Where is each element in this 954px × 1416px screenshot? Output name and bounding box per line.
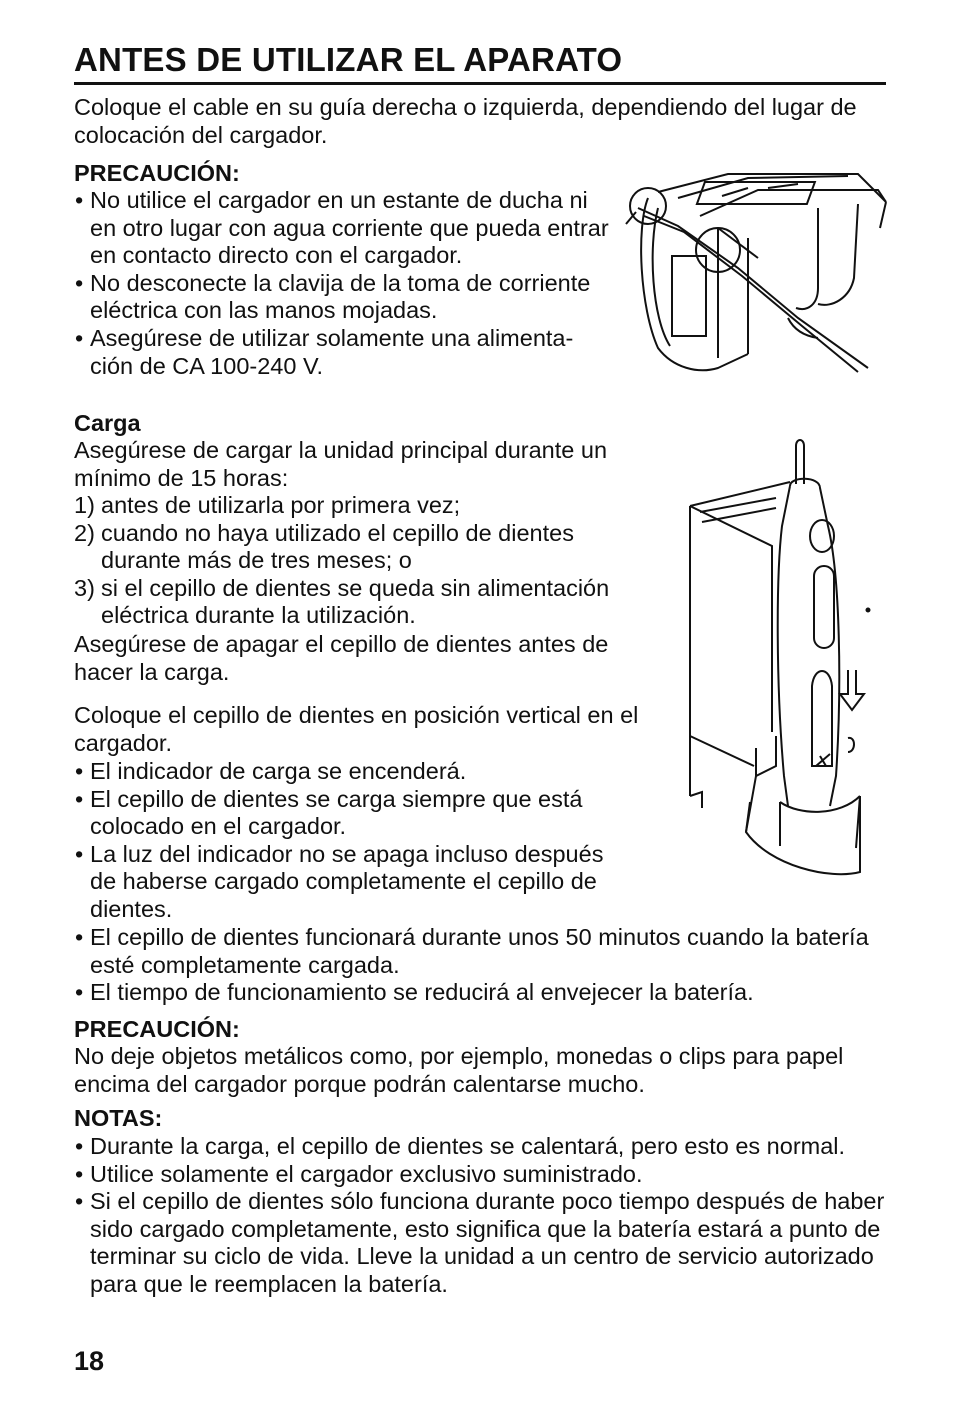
charging-place-note: Coloque el cepillo de dientes en posición vertical en el cargador. bbox=[74, 702, 639, 756]
charger-cable-guide-illustration bbox=[618, 168, 890, 376]
step-number: 3) bbox=[74, 574, 95, 601]
list-item: • Utilice solamente el cargador exclusivo suministrado. bbox=[74, 1161, 894, 1189]
precaution-list-1 bbox=[74, 187, 614, 380]
notes-list bbox=[74, 1133, 894, 1299]
list-item: • El tiempo de funcionamiento se reducirá al envejecer la batería. bbox=[74, 979, 894, 1007]
step-number: 1) bbox=[74, 492, 95, 518]
list-item: • Asegúrese de utilizar solamente una alimenta-ción de CA 100-240 V. bbox=[74, 325, 614, 380]
list-item: • No utilice el cargador en un estante de ducha ni en otro lugar con agua corriente que pueda entrar en contacto directo con el cargador. bbox=[74, 187, 614, 270]
list-item: • El cepillo de dientes funcionará durante unos 50 minutos cuando la batería esté completamente cargada. bbox=[74, 924, 894, 979]
list-item bbox=[74, 520, 644, 575]
charging-off-note: Asegúrese de apagar el cepillo de dientes antes de hacer la carga. bbox=[74, 631, 609, 685]
list-item: • El cepillo de dientes se carga siempre que está colocado en el cargador. bbox=[74, 786, 634, 841]
list-item: • Si el cepillo de dientes sólo funciona durante poco tiempo después de haber sido cargado completamente, esto significa que la batería estará a punto de terminar su ciclo de vida. Lleve la unidad a un centro de servicio autorizado para que le reemplacen la batería. bbox=[74, 1188, 894, 1298]
precaution-heading-1: PRECAUCIÓN: bbox=[74, 160, 240, 186]
list-item: • La luz del indicador no se apaga incluso después de haberse cargado completamente el cepillo de dientes. bbox=[74, 841, 634, 924]
list-item bbox=[74, 492, 644, 520]
list-item: • No desconecte la clavija de la toma de corriente eléctrica con las manos mojadas. bbox=[74, 270, 614, 325]
step-number: 2) bbox=[74, 519, 95, 546]
notes-heading: NOTAS: bbox=[74, 1105, 163, 1131]
list-item: • El indicador de carga se encenderá. bbox=[74, 758, 634, 786]
list-item: • Durante la carga, el cepillo de dientes se calentará, pero esto es normal. bbox=[74, 1133, 894, 1161]
page-number: 18 bbox=[74, 1346, 105, 1376]
page-title: ANTES DE UTILIZAR EL APARATO bbox=[74, 40, 886, 85]
step-text: antes de utilizarla por primera vez; bbox=[101, 492, 461, 518]
charging-list-short bbox=[74, 758, 634, 924]
charging-steps bbox=[74, 492, 644, 630]
precaution-text-2: No deje objetos metálicos como, por ejemplo, monedas o clips para papel encima del cargador porque podrán calentarse mucho. bbox=[74, 1043, 844, 1097]
precaution-heading-2: PRECAUCIÓN: bbox=[74, 1016, 240, 1042]
charging-lead: Asegúrese de cargar la unidad principal durante un mínimo de 15 horas: bbox=[74, 437, 608, 491]
intro-text: Coloque el cable en su guía derecha o izquierda, dependiendo del lugar de colocación del cargador. bbox=[74, 94, 857, 148]
charging-list-long bbox=[74, 924, 894, 1007]
list-item bbox=[74, 575, 644, 630]
charging-heading: Carga bbox=[74, 410, 141, 436]
toothbrush-on-charger-illustration bbox=[680, 436, 880, 882]
step-text: si el cepillo de dientes se queda sin alimentación eléctrica durante la utilización. bbox=[101, 574, 610, 629]
step-text: cuando no haya utilizado el cepillo de dientes durante más de tres meses; o bbox=[101, 519, 574, 574]
